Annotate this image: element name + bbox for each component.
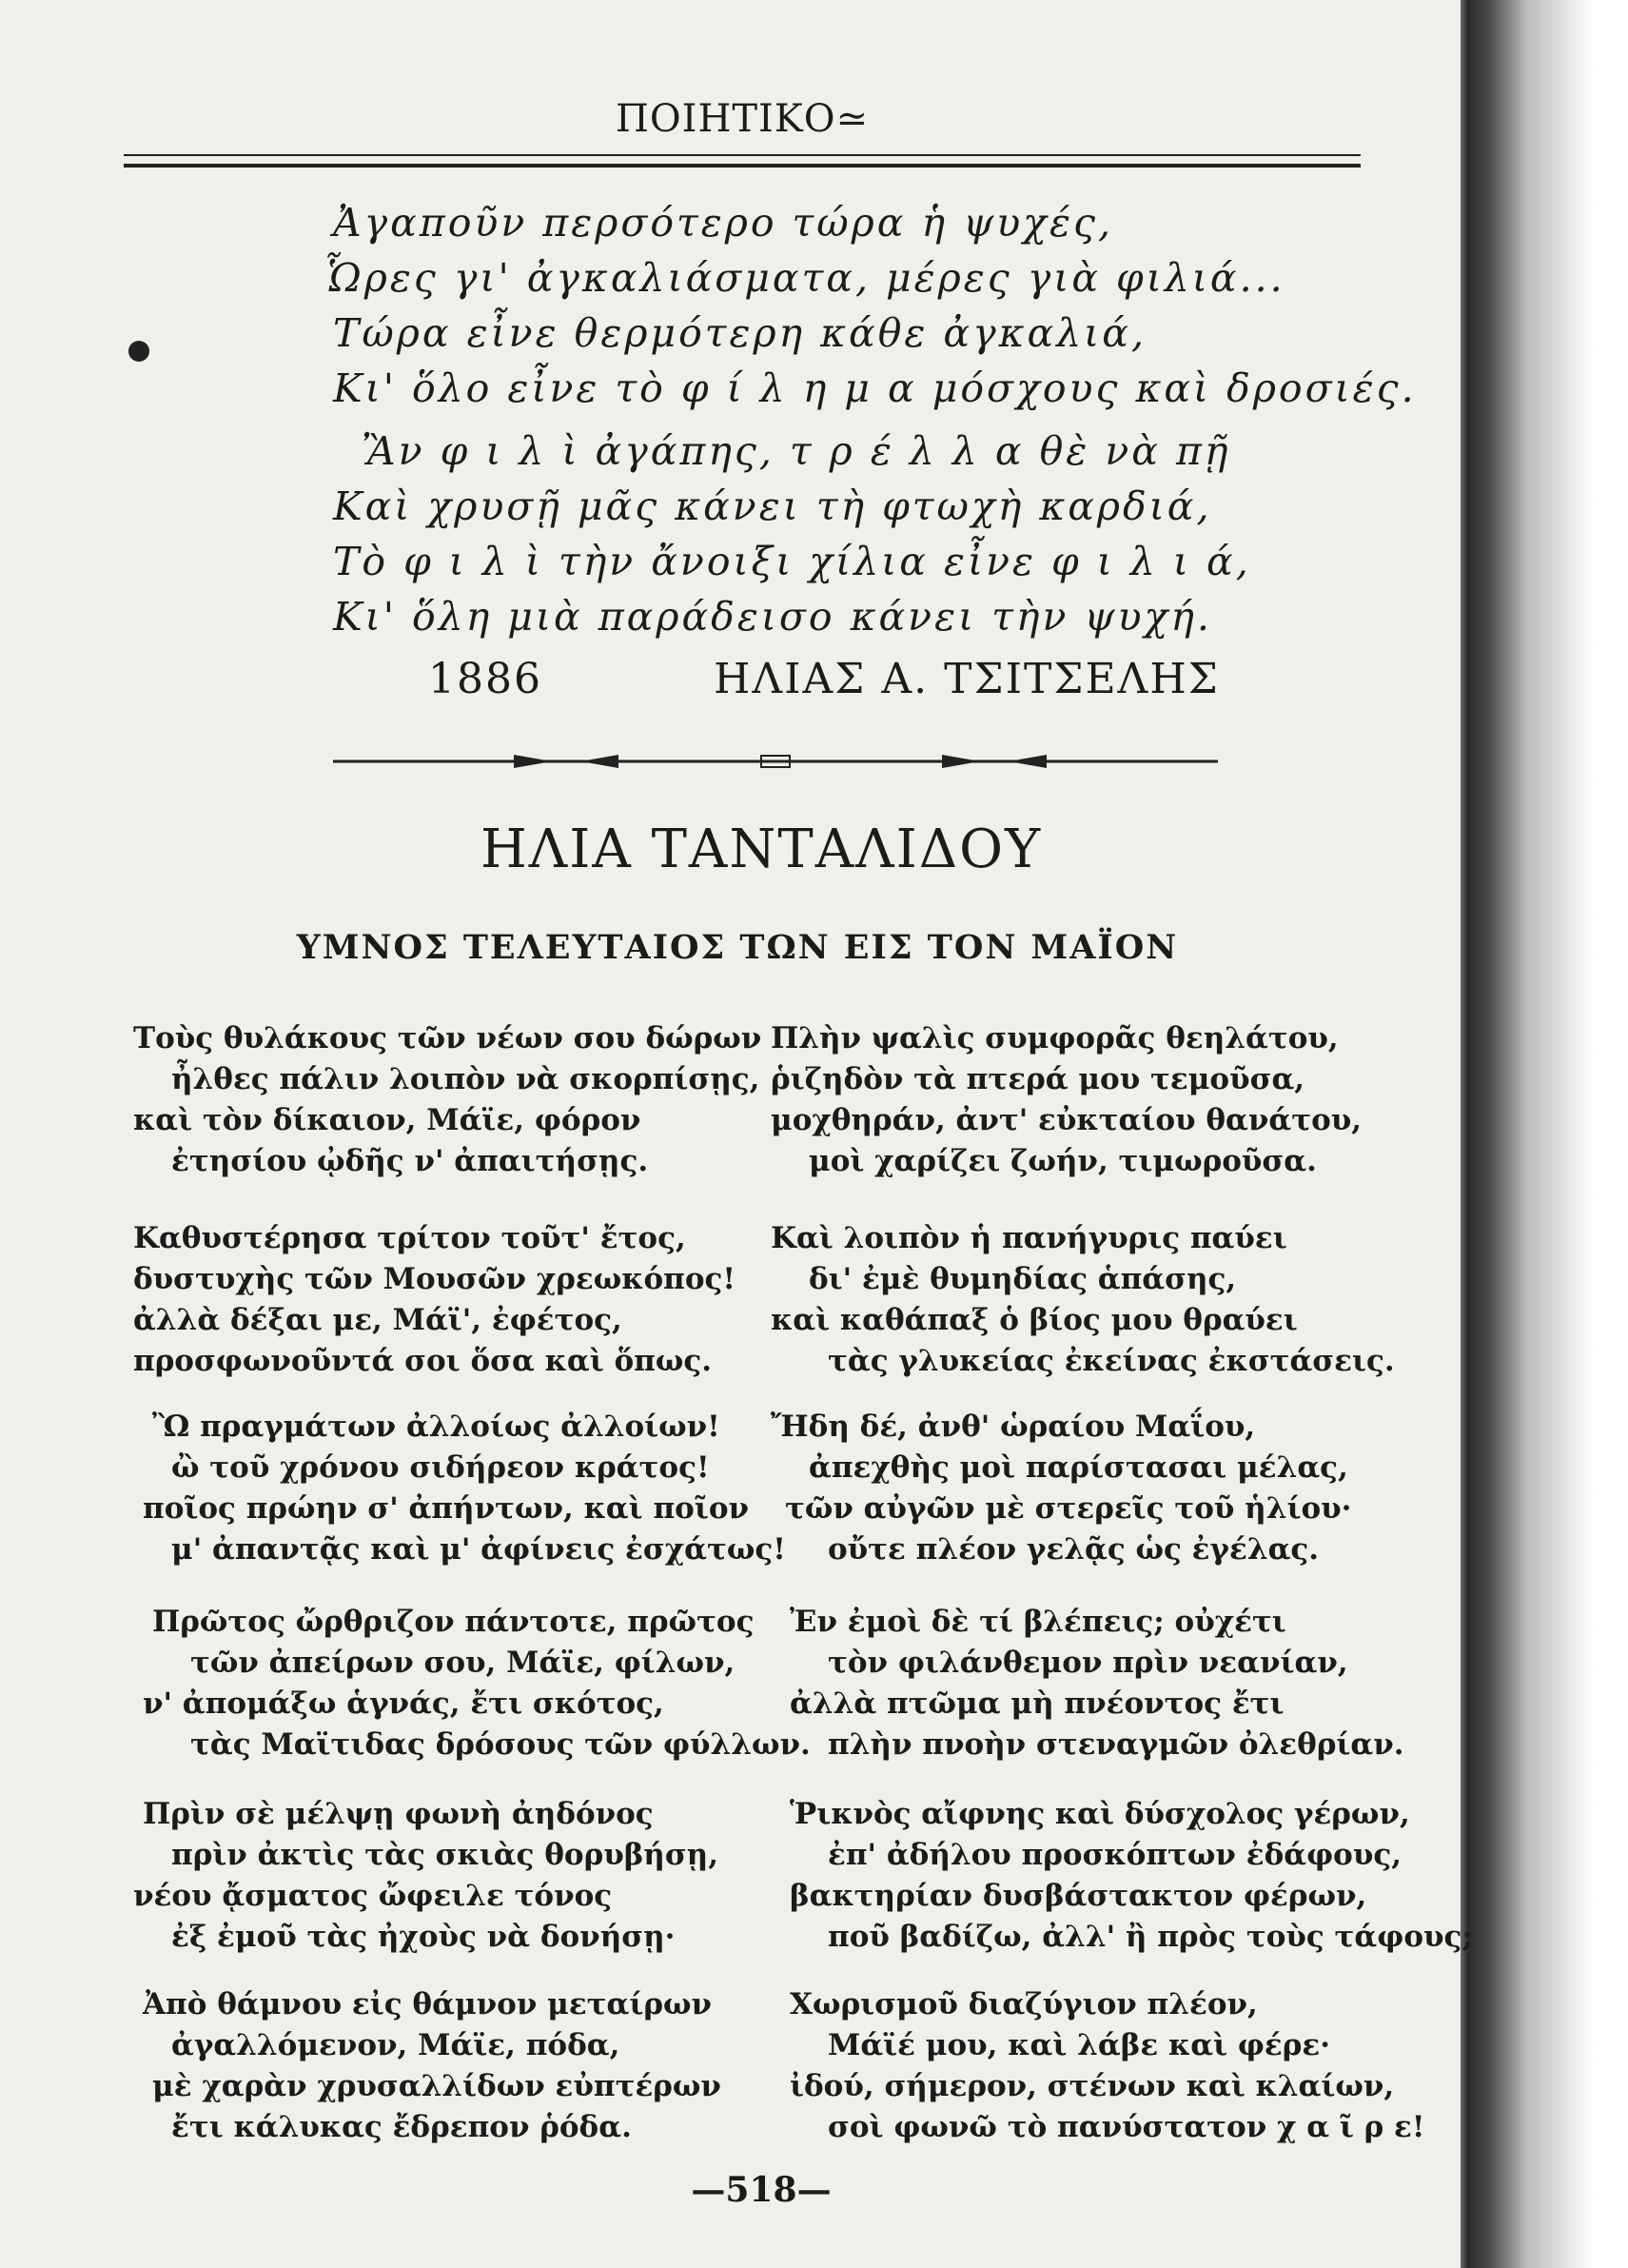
verse-line: Πρὶν σὲ μέλψῃ φωνὴ ἀηδόνος <box>143 1797 654 1831</box>
verse-line: τὰς Μαϊτιδας δρόσους τῶν φύλλων. <box>190 1727 811 1762</box>
verse-line: τῶν ἀπείρων σου, Μάϊε, φίλων, <box>190 1646 736 1680</box>
poem2-left-stanza-5 <box>133 1794 742 1958</box>
verse-line: πλὴν πνοὴν στεναγμῶν ὀλεθρίαν. <box>828 1727 1404 1762</box>
page-number: —518— <box>691 2170 832 2210</box>
verse-line: Ὢ πραγμάτων ἀλλοίως ἀλλοίων! <box>152 1410 720 1444</box>
verse-line: σοὶ φωνῶ τὸ πανύστατον χ α ῖ ρ ε! <box>828 2110 1425 2144</box>
verse-line: Χωρισμοῦ διαζύγιον πλέον, <box>790 1987 1258 2021</box>
verse-line: μὲ χαρὰν χρυσαλλίδων εὐπτέρων <box>152 2069 721 2103</box>
ornamental-divider <box>333 747 1218 776</box>
verse-line: ἐπ' ἀδήλου προσκόπτων ἐδάφους, <box>828 1838 1402 1872</box>
verse-line: Μάϊέ μου, καὶ λάβε καὶ φέρε· <box>828 2028 1330 2062</box>
poem2-left-stanza-6 <box>133 1984 742 2148</box>
poem2-left-stanza-3 <box>133 1407 786 1570</box>
poem2-right-stanza-2 <box>771 1218 1418 1382</box>
verse-line: Ὧρες γι' ἀγκαλιάσματα, μέρες γιὰ φιλιά... <box>324 255 1285 301</box>
poem2-left-stanza-4 <box>133 1602 811 1765</box>
verse-line: τῶν αὐγῶν μὲ στερεῖς τοῦ ἡλίου· <box>785 1491 1352 1526</box>
poem2-right-stanza-4 <box>771 1602 1418 1765</box>
verse-line: μ' ἀπαντᾷς καὶ μ' ἀφίνεις ἐσχάτως! <box>171 1532 786 1567</box>
poem2-right-stanza-3 <box>771 1407 1418 1570</box>
running-header: ΠΟΙΗΤΙΚΟ≃ <box>615 97 870 141</box>
verse-line: Πρῶτος ὤρθριζον πάντοτε, πρῶτος <box>152 1605 755 1639</box>
poem1-stanza-2 <box>333 424 1251 644</box>
ink-stain <box>128 341 149 362</box>
poem1-year: 1886 <box>428 655 542 703</box>
verse-line: Ἂν φ ι λ ὶ ἀγάπης, τ ρ έ λ λ α θὲ νὰ πῇ <box>362 428 1231 474</box>
verse-line: καὶ τὸν δίκαιον, Μάϊε, φόρον <box>133 1103 641 1137</box>
verse-line: καὶ καθάπαξ ὁ βίος μου θραύει <box>771 1303 1298 1337</box>
verse-line: μοὶ χαρίζει ζωήν, τιμωροῦσα. <box>809 1144 1317 1178</box>
verse-line: ἀλλὰ πτῶμα μὴ πνέοντος ἔτι <box>790 1686 1285 1721</box>
verse-line: βακτηρίαν δυσβάστακτον φέρων, <box>790 1879 1367 1913</box>
verse-line: ποῖος πρώην σ' ἀπήντων, καὶ ποῖον <box>143 1491 750 1526</box>
verse-line: ἔτι κάλυκας ἔδρεπον ῥόδα. <box>171 2110 632 2144</box>
verse-line: ῥιζηδὸν τὰ πτερά μου τεμοῦσα, <box>771 1062 1305 1096</box>
verse-line: ἰδού, σήμερον, στένων καὶ κλαίων, <box>790 2069 1395 2103</box>
verse-line: Ἀγαποῦν περσότερο τώρα ἡ ψυχές, <box>333 200 1113 246</box>
verse-line: Καὶ λοιπὸν ἡ πανήγυρις παύει <box>771 1221 1287 1255</box>
verse-line: ἦλθες πάλιν λοιπὸν νὰ σκορπίσῃς, <box>171 1062 760 1096</box>
poem2-author: ΗΛΙΑ ΤΑΝΤΑΛΙΔΟΥ <box>480 818 1043 880</box>
header-rule <box>124 154 1361 168</box>
verse-line: Πλὴν ψαλὶς συμφορᾶς θεηλάτου, <box>771 1021 1339 1055</box>
verse-line: Τώρα εἶνε θερμότερη κάθε ἀγκαλιά, <box>333 310 1147 356</box>
poem2-left-stanza-2 <box>133 1218 742 1382</box>
verse-line: ποῦ βαδίζω, ἀλλ' ἢ πρὸς τοὺς τάφους; <box>828 1920 1473 1954</box>
poem2-right-stanza-6 <box>771 1984 1425 2148</box>
verse-line: Καθυστέρησα τρίτον τοῦτ' ἔτος, <box>133 1221 686 1255</box>
verse-line: δι' ἐμὲ θυμηδίας ἁπάσης, <box>809 1262 1237 1296</box>
poem1-signature <box>428 655 1220 703</box>
poem1-stanza-1 <box>324 195 1417 416</box>
verse-line: Κι' ὅλη μιὰ παράδεισο κάνει τὴν ψυχή. <box>333 594 1212 640</box>
poem2-left-stanza-1 <box>133 1018 762 1182</box>
poem2-right-stanza-1 <box>771 1018 1418 1182</box>
verse-line: Ἐν ἐμοὶ δὲ τί βλέπεις; οὐχέτι <box>790 1605 1286 1639</box>
poem2-right-stanza-5 <box>771 1794 1473 1958</box>
verse-line: Ἀπὸ θάμνου εἰς θάμνον μεταίρων <box>143 1987 713 2021</box>
verse-line: Τὸ φ ι λ ὶ τὴν ἄνοιξι χίλια εἶνε φ ι λ ι ά, <box>333 539 1251 584</box>
verse-line: προσφωνοῦντά σοι ὅσα καὶ ὅπως. <box>133 1344 713 1378</box>
verse-line: ἀλλὰ δέξαι με, Μάϊ', ἐφέτος, <box>133 1303 622 1337</box>
verse-line: Ῥικνὸς αἴφνης καὶ δύσχολος γέρων, <box>790 1797 1410 1831</box>
verse-line: νέου ᾄσματος ὤφειλε τόνος <box>133 1879 613 1913</box>
verse-line: πρὶν ἀκτὶς τὰς σκιὰς θορυβήσῃ, <box>171 1838 719 1872</box>
verse-line: Ἤδη δέ, ἀνθ' ὡραίου Μαΐου, <box>771 1410 1256 1444</box>
verse-line: τὸν φιλάνθεμον πρὶν νεανίαν, <box>828 1646 1348 1680</box>
verse-line: ἀπεχθὴς μοὶ παρίστασαι μέλας, <box>809 1450 1348 1485</box>
poem1-author: ΗΛΙΑΣ Α. ΤΣΙΤΣΕΛΗΣ <box>714 655 1220 703</box>
verse-line: οὔτε πλέον γελᾷς ὡς ἐγέλας. <box>828 1532 1320 1567</box>
verse-line: ἐξ ἐμοῦ τὰς ἠχοὺς νὰ δονήσῃ· <box>171 1920 676 1954</box>
scan-binding-edge <box>1461 0 1628 2268</box>
verse-line: Κι' ὅλο εἶνε τὸ φ ί λ η μ α μόσχους καὶ δροσιές. <box>333 365 1417 411</box>
poem2-title: ΥΜΝΟΣ ΤΕΛΕΥΤΑΙΟΣ ΤΩΝ ΕΙΣ ΤΟΝ ΜΑΪΟΝ <box>296 928 1179 967</box>
verse-line: ν' ἀπομάξω ἁγνάς, ἔτι σκότος, <box>143 1686 664 1721</box>
verse-line: ἀγαλλόμενον, Μάϊε, πόδα, <box>171 2028 620 2062</box>
verse-line: μοχθηράν, ἀντ' εὐκταίου θανάτου, <box>771 1103 1363 1137</box>
verse-line: Καὶ χρυσῇ μᾶς κάνει τὴ φτωχὴ καρδιά, <box>333 483 1212 529</box>
verse-line: δυστυχὴς τῶν Μουσῶν χρεωκόπος! <box>133 1262 736 1296</box>
verse-line: ἐτησίου ᾠδῆς ν' ἀπαιτήσῃς. <box>171 1144 649 1178</box>
verse-line: τὰς γλυκείας ἐκείνας ἐκστάσεις. <box>828 1344 1395 1378</box>
verse-line: Τοὺς θυλάκους τῶν νέων σου δώρων <box>133 1021 762 1055</box>
verse-line: ὢ τοῦ χρόνου σιδήρεον κράτος! <box>171 1450 710 1485</box>
